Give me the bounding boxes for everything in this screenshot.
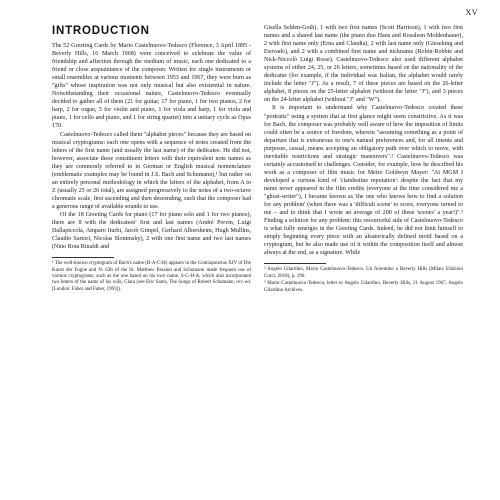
body-paragraph: Gisella Selden-Goth), 1 with two first names (Scott Harrison), 1 with two first names and a shared last name (the piano duo Hans and Rosaleen Moldenhauer), 2 with first name only (Erna and Claudia), 2 with last name only (Gieseking and Esovado), and 2 with a combined first name and nickname (Robin-Robbie and Nick-Niccolò Luigi Rossi). Castelnuovo-Tedesco also used different alphabet systems of either 24, 25, or 26 letters, sometimes based on the nationality of the dedicatee (for example, if the individual was Italian, the alphabet would rarely include the letter "J"). As a result, 7 of these pieces are based on the 26-letter alphabet, 8 pieces on the 25-letter alphabet (without the letter "J"), and 3 pieces on the 24-letter alphabet (without "J" and "W"). [264, 25, 463, 104]
footnote: ³ Mario Castelnuovo-Tedesco, letter to Angelo Gilardino, Beverly Hills, 21 August 1967, Angelo Gilardino Archives. [264, 281, 463, 293]
body-paragraph: Of the 18 Greeting Cards for piano (17 for piano solo and 1 for two pianos), there are 8 with the dedicatees' first and last names (André Previn, Luigi Dallapiccola, Amparo Iturbi, Jacob Gimpel, Gerhard Albersheim, Hugh Mullins, Claudio Sartori, Nicolas Slonimsky), 2 with one first name and two last names (Nino Rota Rinaldi and [52, 211, 251, 251]
body-paragraph: The 52 Greeting Cards by Mario Castelnuovo-Tedesco (Florence, 3 April 1895 - Beverly Hills, 16 March 1968) were conceived to celebrate the value of friendship and affection through the medium of music, each one dedicated to a friend or close acquaintance of the composer. Written for single instruments or small ensembles at various moments between 1953 and 1967, they were born as "gifts" whose inspiration was not only musical but also existential in nature. Notwithstanding their occasional nature, Castelnuovo-Tedesco eventually decided to gather all of them (21 for guitar, 17 for piano, 1 for two pianos, 2 for harp, 2 for organ, 5 for violin and piano, 1 for viola and harp, 1 for viola and piano, 1 for cello and piano, and 1 for string quartet) into a unitary cycle as Opus 170. [52, 43, 251, 130]
right-column [264, 24, 463, 295]
left-column [52, 24, 251, 294]
footnote: ² Angelo Gilardino, Mario Castelnuovo-Tedesco. Un fiorentino a Beverly Hills (Milan: Edizioni Curci, 2018), p. 196. [264, 267, 463, 279]
body-paragraph: It is important to understand why Castelnuovo-Tedesco created these "portraits" using a system that at first glance might seem constrictive. As it was for Bach, the composer was probably well aware of how the imposition of limits could often be a source of freedom, wherein "assuming something as a point of departure that is extraneous to one's natural preferences and, for all intents and purposes, casual, means accepting an obligatory path over which to move, with inevitable restrictions and strategic maneuvers".² Castelnuovo-Tedesco was certainly accustomed to challenges. Consider, for example, how he described his work as a composer of film music for Metro Goldwyn Mayer: "At MGM I developed a curious kind of 'clandestine reputation': despite the fact that my name never appeared in the film credits (everyone at the time considered me a "ghost-writer"), I became known as 'the one who knows how to find a solution for any problem' (when there was a 'difficult scene' to score, everyone turned to me – and to think that I wrote an average of 200 of these 'scenes' a year!)".³ Finding a solution for any problem: this resourceful side of Castelnuovo-Tedesco is what fully emerges in the Greeting Cards. Indeed, he did not limit himself to simply beginning every piece with an aleatorically defined motif based on a cryptogram, but he also made use of it within the composition itself and almost always at the end, as a signature. While [264, 105, 463, 257]
body-paragraph: Castelnuovo-Tedesco called them "alphabet pieces" because they are based on musical cryptograms: each one opens with a sequence of notes created from the letters of the first name (and usually the last name) of the dedicatee. He did not, however, associate these constituent letters with their equivalent note names as they are commonly referred to in German or English musical nomenclature (emblematic examples may be found in J.S. Bach and Schumann),¹ but rather on an entirely personal methodology in which the letters of the alphabet, from A to Z (usually 25 or 26 total), are assigned progressively to the notes of a two-octave chromatic scale, first ascending and then descending, such that the composer had a generous range of available sounds to use. [52, 131, 251, 210]
section-title: INTRODUCTION [52, 25, 150, 37]
footnote-rule [52, 257, 114, 258]
footnote-rule [264, 263, 326, 264]
footnote: ¹ The well-known cryptogram of Bach's name (B-A-C-H) appears in the Contrapunctus XIV of Die Kunst der Fugue and N. 63b of the St. Matthew Passion and Schumann made frequent use of various cryptograms, such as the one based on his own name, S-C-H-A, which also incorporated two letters of the name of his wife, Clara (see Eric Sams, The Songs of Robert Schumann, rev. ed. [London: Faber and Faber, 1993]). [52, 261, 251, 292]
page-number: XV [465, 8, 478, 17]
